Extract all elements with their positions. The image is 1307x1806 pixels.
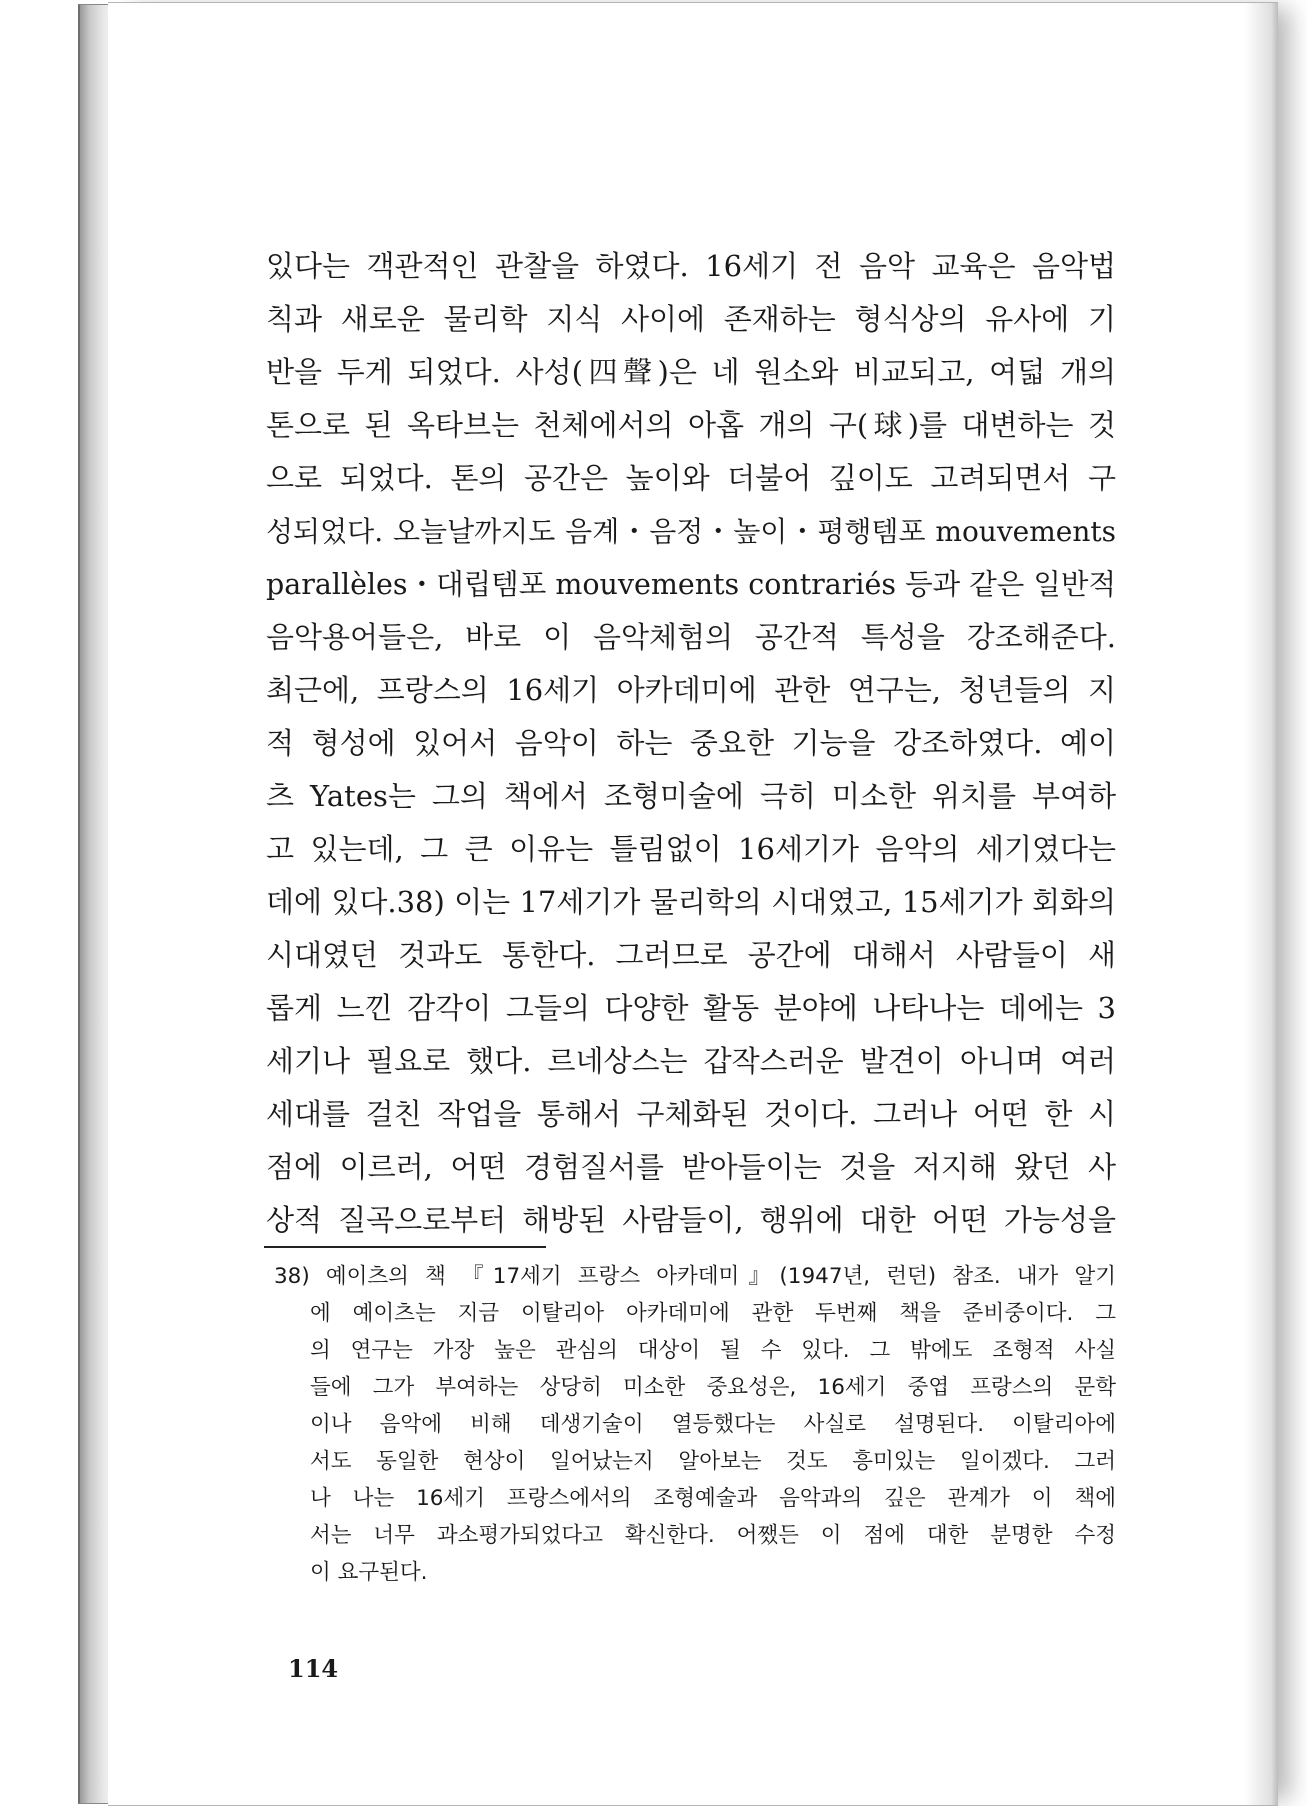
body-line: 적 형성에 있어서 음악이 하는 중요한 기능을 강조하였다. 예이	[266, 726, 1116, 760]
footnote-line: 이 요구된다.	[310, 1560, 428, 1585]
footnote-line: 에 예이츠는 지금 이탈리아 아카데미에 관한 두번째 책을 준비중이다. 그	[310, 1301, 1116, 1326]
body-line: 톤으로 된 옥타브는 천체에서의 아홉 개의 구(球)를 대변하는 것	[266, 408, 1116, 442]
body-line: 칙과 새로운 물리학 지식 사이에 존재하는 형식상의 유사에 기	[266, 302, 1116, 336]
body-line: 반을 두게 되었다. 사성(四聲)은 네 원소와 비교되고, 여덟 개의	[266, 355, 1116, 389]
body-line: 상적 질곡으로부터 해방된 사람들이, 행위에 대한 어떤 가능성을	[266, 1203, 1116, 1237]
body-line: 세기나 필요로 했다. 르네상스는 갑작스러운 발견이 아니며 여러	[266, 1044, 1116, 1078]
footnote	[266, 1258, 1116, 1591]
body-line: 점에 이르러, 어떤 경험질서를 받아들이는 것을 저지해 왔던 사	[266, 1150, 1116, 1184]
footnote-line: 서는 너무 과소평가되었다고 확신한다. 어쨌든 이 점에 대한 분명한 수정	[310, 1523, 1116, 1548]
body-line: 최근에, 프랑스의 16세기 아카데미에 관한 연구는, 청년들의 지	[266, 673, 1116, 707]
page-edge-shadow	[1244, 3, 1278, 1805]
body-line: 성되었다. 오늘날까지도 음계・음정・높이・평행템포 mouvements	[266, 515, 1116, 548]
body-line: 으로 되었다. 톤의 공간은 높이와 더불어 깊이도 고려되면서 구	[266, 461, 1116, 495]
footnote-line: 서도 동일한 현상이 일어났는지 알아보는 것도 흥미있는 일이겠다. 그러	[310, 1449, 1116, 1474]
page-number: 114	[288, 1654, 339, 1683]
body-line: 세대를 걸친 작업을 통해서 구체화된 것이다. 그러나 어떤 한 시	[266, 1097, 1116, 1131]
body-line: 시대였던 것과도 통한다. 그러므로 공간에 대해서 사람들이 새	[266, 938, 1116, 972]
body-text	[266, 240, 1116, 1247]
footnote-line: 이나 음악에 비해 데생기술이 열등했다는 사실로 설명된다. 이탈리아에	[310, 1412, 1116, 1437]
footnote-line: 의 연구는 가장 높은 관심의 대상이 될 수 있다. 그 밖에도 조형적 사실	[310, 1338, 1116, 1363]
body-line: 데에 있다.38) 이는 17세기가 물리학의 시대였고, 15세기가 회화의	[266, 885, 1116, 919]
book-spine	[78, 4, 112, 1804]
body-line: 롭게 느낀 감각이 그들의 다양한 활동 분야에 나타나는 데에는 3	[266, 991, 1116, 1025]
body-line: 고 있는데, 그 큰 이유는 틀림없이 16세기가 음악의 세기였다는	[266, 832, 1116, 866]
footnote-line: 38) 예이츠의 책 『17세기 프랑스 아카데미』(1947년, 런던) 참조. 내가 알기	[274, 1264, 1116, 1289]
body-line: 츠 Yates는 그의 책에서 조형미술에 극히 미소한 위치를 부여하	[266, 779, 1116, 813]
footnote-line: 나 나는 16세기 프랑스에서의 조형예술과 음악과의 깊은 관계가 이 책에	[310, 1486, 1116, 1511]
body-line: parallèles・대립템포 mouvements contrariés 등과 같은 일반적	[266, 568, 1116, 601]
body-line: 있다는 객관적인 관찰을 하였다. 16세기 전 음악 교육은 음악법	[266, 249, 1116, 283]
footnote-line: 들에 그가 부여하는 상당히 미소한 중요성은, 16세기 중엽 프랑스의 문학	[310, 1375, 1116, 1400]
footnote-divider	[264, 1246, 546, 1248]
body-line: 음악용어들은, 바로 이 음악체험의 공간적 특성을 강조해준다.	[266, 620, 1116, 654]
